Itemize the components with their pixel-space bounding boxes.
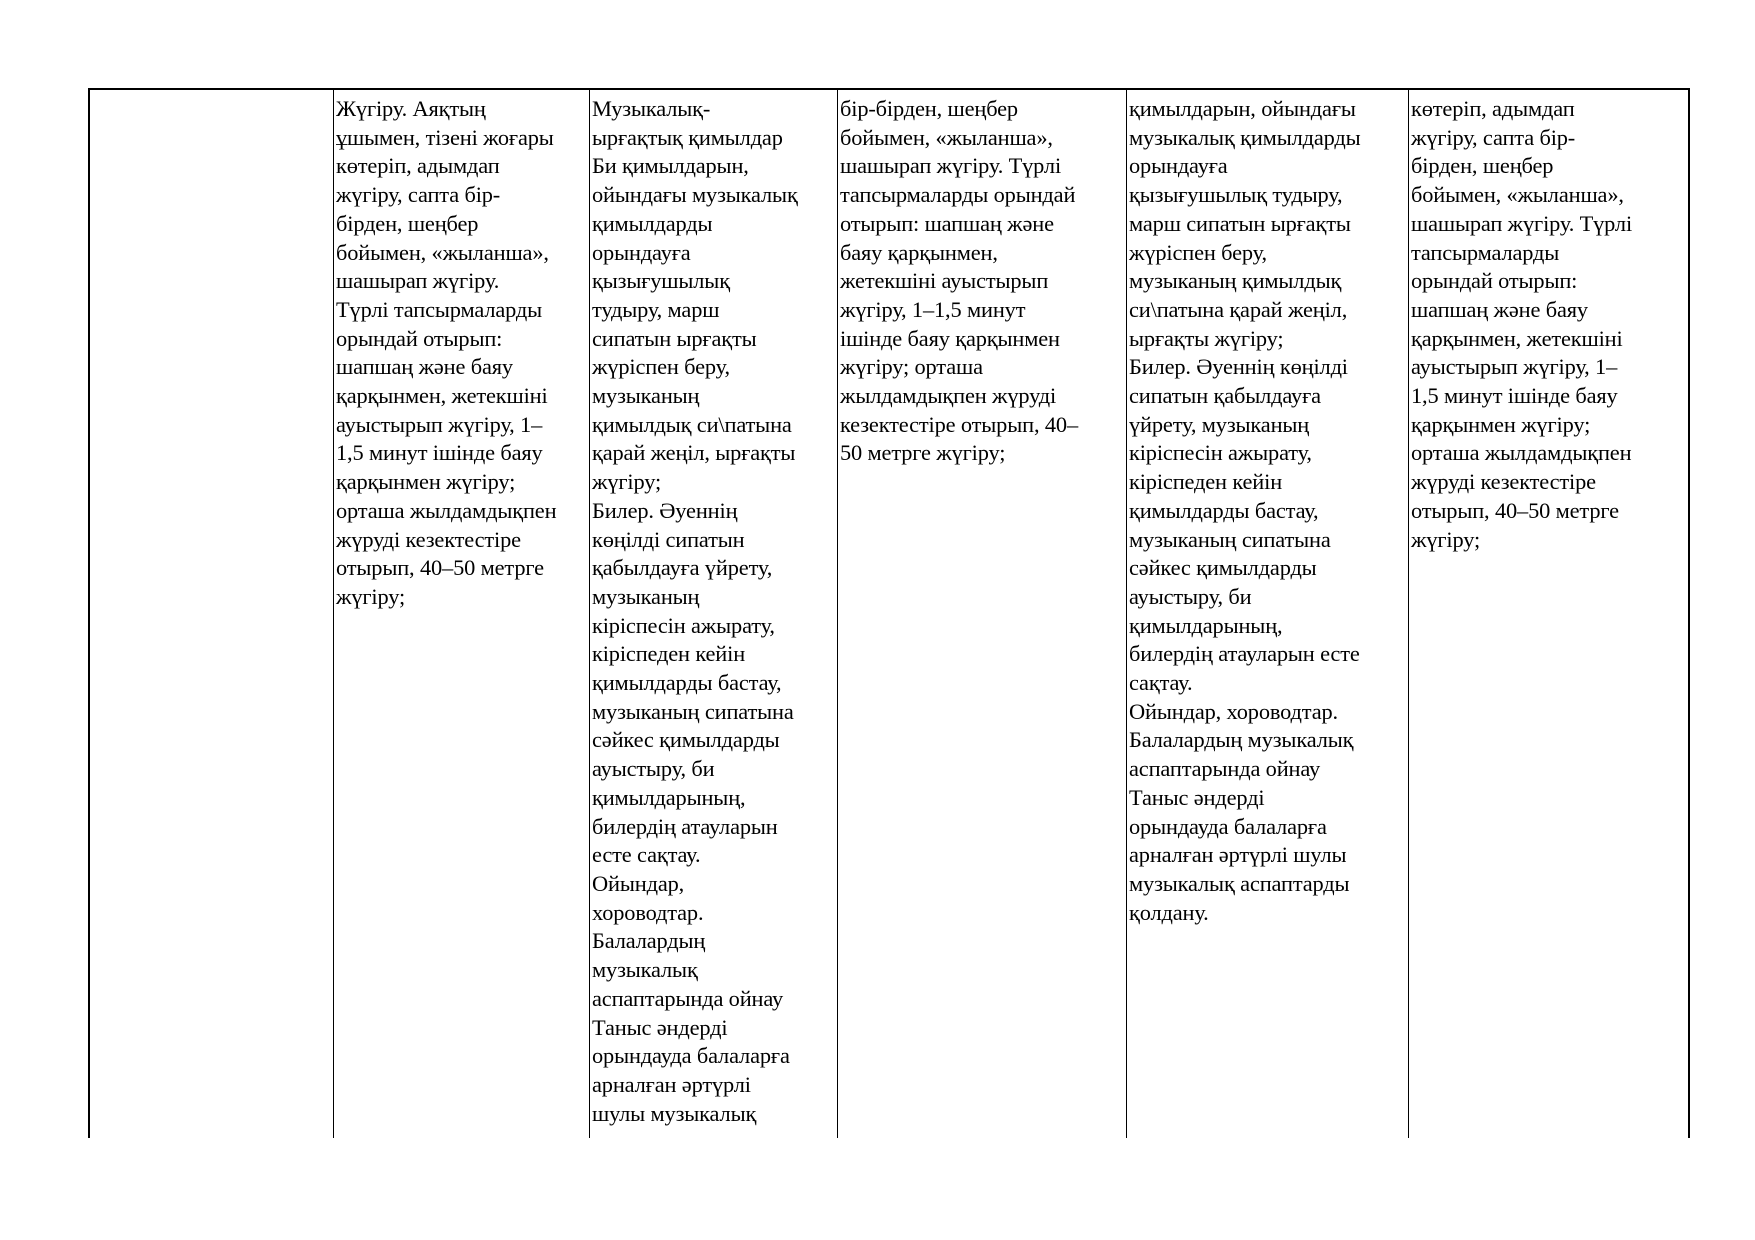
table-column-2 [334,90,590,1138]
table-cell-5: қимылдарын, ойындағы музыкалық қимылдарды орындауға қызығушылық тудыру, марш сипатын ырғақты жүріспен беру, музыканың қимылдық си\патына қарай жеңіл, ырғақты жүгіру; Билер. Әуеннің көңілді сипатын қабылдауға үйрету, музыканың кіріспесін ажырату, кіріспеден кейін қимылдарды бастау, музыканың сипатына сәйкес қимылдарды ауыстыру, би қимылдарының, билердің атауларын есте сақтау. Ойындар, хороводтар. Балалардың музыкалық аспаптарында ойнау Таныс әндерді орындауда балаларға арналған әртүрлі шулы музыкалық аспаптарды қолдану. [1129,96,1361,925]
table-column-1 [90,90,334,1138]
table-column-3 [590,90,838,1138]
table-column-5 [1127,90,1409,1138]
table-cell-2: Жүгіру. Аяқтың ұшымен, тізені жоғары көтеріп, адымдап жүгіру, сапта бір- бірден, шеңбер бойымен, «жыланша», шашырап жүгіру. Түрлі тапсырмаларды орындай отырып: шапшаң және баяу қарқынмен, жетекшіні ауыстырып жүгіру, 1– 1,5 минут ішінде баяу қарқынмен жүгіру; орташа жылдамдықпен жүруді кезектестіре отырып, 40–50 метрге жүгіру; [336,96,557,609]
table-cell-4: бір-бірден, шеңбер бойымен, «жыланша», шашырап жүгіру. Түрлі тапсырмаларды орындай отырып: шапшаң және баяу қарқынмен, жетекшіні ауыстырып жүгіру, 1–1,5 минут ішінде баяу қарқынмен жүгіру; орташа жылдамдықпен жүруді кезектестіре отырып, 40– 50 метрге жүгіру; [840,96,1078,466]
schedule-table [88,88,1690,1138]
table-cell-1 [90,90,333,95]
table-cell-3: Музыкалық- ырғақтық қимылдар Би қимылдарын, ойындағы музыкалық қимылдарды орындауға қызығушылық тудыру, марш сипатын ырғақты жүріспен беру, музыканың қимылдық си\патына қарай жеңіл, ырғақты жүгіру; Билер. Әуеннің көңілді сипатын қабылдауға үйрету, музыканың кіріспесін ажырату, кіріспеден кейін қимылдарды бастау, музыканың сипатына сәйкес қимылдарды ауыстыру, би қимылдарының, билердің атауларын есте сақтау. Ойындар, хороводтар. Балалардың музыкалық аспаптарында ойнау Таныс әндерді орындауда балаларға арналған әртүрлі шулы музыкалық [592,96,798,1126]
table-column-6 [1409,90,1688,1138]
table-cell-6: көтеріп, адымдап жүгіру, сапта бір- бірден, шеңбер бойымен, «жыланша», шашырап жүгіру. Түрлі тапсырмаларды орындай отырып: шапшаң және баяу қарқынмен, жетекшіні ауыстырып жүгіру, 1– 1,5 минут ішінде баяу қарқынмен жүгіру; орташа жылдамдықпен жүруді кезектестіре отырып, 40–50 метрге жүгіру; [1411,96,1633,552]
table-column-4 [838,90,1127,1138]
